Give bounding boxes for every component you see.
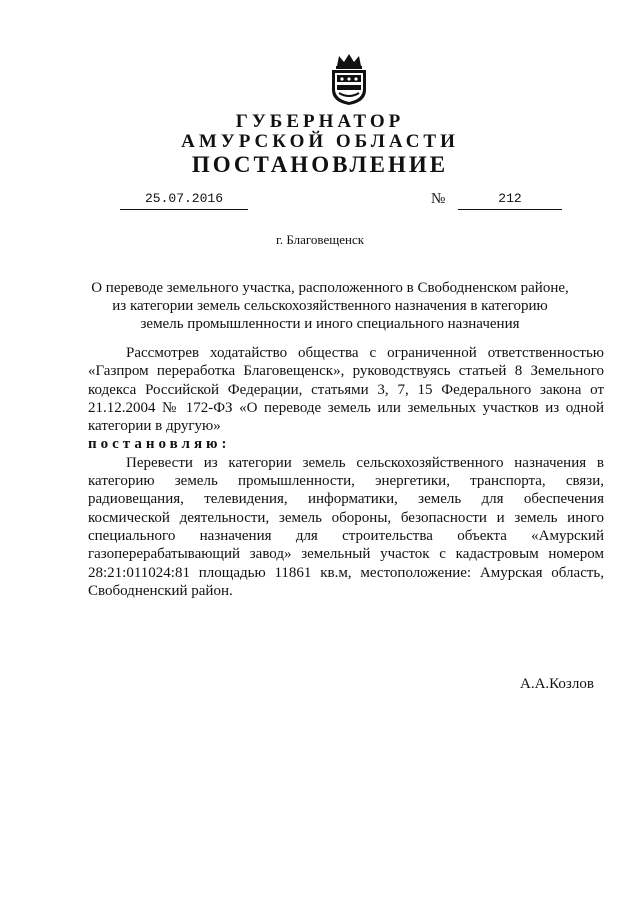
signature-name: А.А.Козлов xyxy=(520,676,594,692)
document-number: 212 xyxy=(498,191,522,206)
header-region: АМУРСКОЙ ОБЛАСТИ xyxy=(181,131,459,152)
coat-of-arms-icon xyxy=(327,52,371,106)
document-title: О переводе земельного участка, расположенного в Свободненском районе, из категории земель сельскохозяйственного назначения в категорию земель промышленности и иного специального назначения xyxy=(91,280,569,332)
number-underline xyxy=(458,209,562,210)
document-type: ПОСТАНОВЛЕНИЕ xyxy=(191,152,449,177)
decision-paragraph: Перевести из категории земель сельскохозяйственного назначения в категорию земель промышленности, энергетики, транспорта, связи, радиовещания, телевидения, информатики, земель для обеспечения космической деятельности, земель обороны, безопасности и земель иного специального назначения для строительства объекта «Амурский газоперерабатывающий завод» земельный участок с кадастровым номером 28:21:011024:81 площадью 11861 кв.м, местоположение: Амурская область, Свободненский район. xyxy=(88,454,604,599)
document-body xyxy=(88,344,604,600)
header-title: ГУБЕРНАТОР xyxy=(235,111,405,132)
city-name: г. Благовещенск xyxy=(275,232,365,247)
decree-word: постановляю: xyxy=(88,436,231,453)
document-date: 25.07.2016 xyxy=(144,191,223,206)
preamble-paragraph: Рассмотрев ходатайство общества с ограниченной ответственностью «Газпром переработка Благовещенск», руководствуясь статьей 8 Земельного кодекса Российской Федерации, статьями 3, 7, 15 Федерального закона от 21.12.2004 № 172-ФЗ «О переводе земель или земельных участков из одной категории в другую» xyxy=(88,345,604,435)
date-underline xyxy=(120,209,248,210)
number-label: № xyxy=(431,191,446,207)
